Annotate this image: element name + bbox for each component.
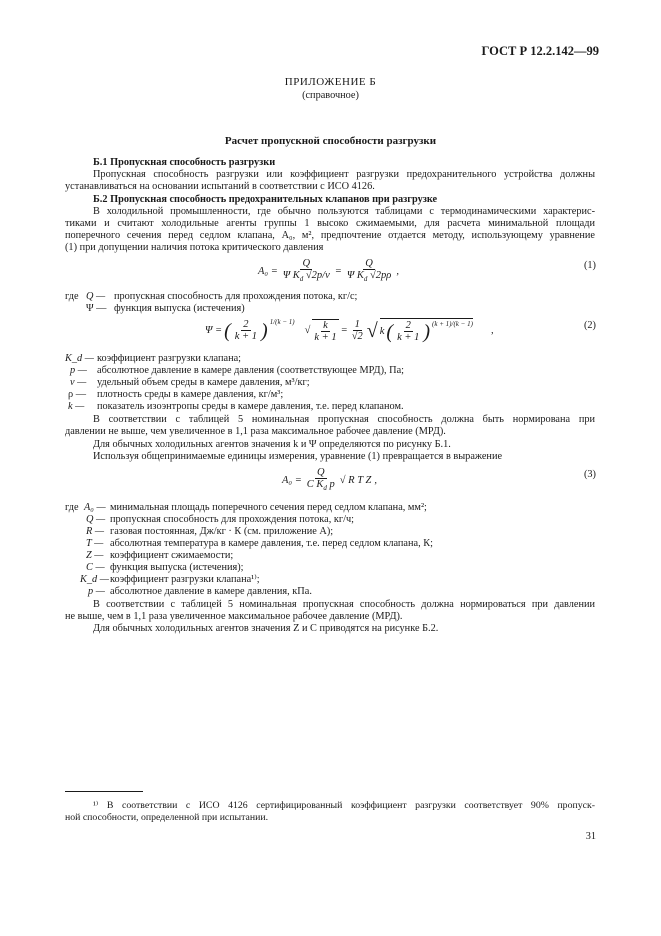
- eq2-f3-num: 1: [354, 319, 360, 330]
- eq1-num-a: Q: [302, 258, 311, 269]
- eq1-fraction-b: [345, 258, 393, 285]
- defs1-sym-q: Q —: [86, 291, 106, 302]
- defs2-text-v: удельный объем среды в камере давления, м³/кг;: [97, 377, 310, 388]
- defs3-sym-t: T —: [86, 538, 104, 549]
- para-table2-line1: В соответствии с таблицей 5 номинальная пропускная способность должна нормироваться при давлении: [93, 599, 595, 610]
- eq1-tail: ,: [396, 266, 399, 278]
- standard-number: ГОСТ Р 12.2.142—99: [481, 44, 599, 58]
- defs3-sym-p: p —: [88, 586, 105, 597]
- appendix-title: ПРИЛОЖЕНИЕ Б: [284, 76, 377, 88]
- b2-line1: В холодильной промышленности, где обычно пользуются таблицами с термодинамическими характерис-: [93, 206, 595, 217]
- eq2-k: k: [379, 326, 385, 337]
- b1-line2: устанавливаться на основании испытаний в соответствии с ИСО 4126.: [65, 181, 375, 192]
- defs3-text-t: абсолютная температура в камере давления, т.е. перед седлом клапана, К;: [110, 538, 433, 549]
- para-table-line2: давлении не выше, чем увеличенное в 1,1 раза максимальное рабочее давление (МРД).: [65, 426, 446, 437]
- eq2-exp1: 1/(k − 1): [269, 318, 295, 326]
- eq1-equals: =: [334, 266, 342, 278]
- eq3-root: √ R T Z: [339, 475, 372, 487]
- b1-line1: Пропускная способность разгрузки или коэффициент разгрузки предохранительного устройства должны: [93, 169, 595, 180]
- eq1-fraction-a: [281, 258, 332, 285]
- eq2-fraction-1: [233, 319, 259, 342]
- eq3-num: Q: [316, 467, 325, 478]
- defs2-sym-rho: ρ —: [68, 389, 87, 400]
- defs2-sym-p: p —: [70, 365, 87, 376]
- eq2-fraction-3: [350, 319, 365, 342]
- defs2-text-kd: коэффициент разгрузки клапана;: [97, 353, 242, 364]
- eq3-den-sub: d: [323, 484, 327, 493]
- defs2-text-rho: плотность среды в камере давления, кг/м³;: [97, 389, 284, 400]
- defs3-text-kd: коэффициент разгрузки клапана¹⁾;: [110, 574, 260, 585]
- defs3-where: где: [65, 502, 79, 513]
- b2-line2: тиками и считают холодильные агенты группы 1 высоко сжимаемыми, для расчета минимальной площади: [65, 218, 595, 229]
- defs2-text-p: абсолютное давление в камере давления (соответствующее МРД), Па;: [97, 365, 405, 376]
- defs3-sym-c: C —: [86, 562, 105, 573]
- defs2-sym-kd: K_d —: [65, 353, 94, 364]
- defs2-sym-v: v —: [70, 377, 87, 388]
- equation-3: [282, 467, 377, 494]
- eq2-f4-den: k + 1: [397, 332, 420, 343]
- eq1-lhs: A₀ =: [258, 266, 278, 278]
- footnote-line2: ной способности, определенной при испытании.: [65, 812, 269, 823]
- eq2-f1-num: 2: [243, 319, 249, 330]
- equation-1: [258, 258, 399, 285]
- defs3-text-c: функция выпуска (истечения);: [110, 562, 244, 573]
- defs3-text-a0: минимальная площадь поперечного сечения перед седлом клапана, мм²;: [110, 502, 427, 513]
- defs2-text-k: показатель изоэнтропы среды в камере давления, т.е. перед клапаном.: [97, 401, 404, 412]
- eq3-lhs: A₀ =: [282, 475, 302, 487]
- eq2-f4-num: 2: [405, 320, 411, 331]
- defs1-sym-psi: Ψ —: [86, 303, 107, 314]
- para-table-line1: В соответствии с таблицей 5 номинальная пропускная способность должна быть нормирована при: [93, 414, 595, 425]
- equation-2: Ψ = ( $\frac{2}{k + 1}$ ) $^{1/(k - 1)}$ √ $\frac{k}{k + 1}$ = $\frac{1}{√2}$ √ k ( $\frac{2}{k + 1}$ ) $^{(k + 1)/(k - 1)}$ ,: [205, 318, 494, 343]
- eq2-f3-den: √2: [351, 331, 363, 342]
- eq3-den-p: p: [329, 479, 335, 490]
- defs1-where: где: [65, 291, 79, 302]
- eq1-den-b: Ψ K: [346, 270, 364, 281]
- eq1-den-a: Ψ K: [282, 270, 300, 281]
- eq1-number: (1): [583, 260, 596, 271]
- footnote-rule: [65, 791, 143, 792]
- eq2-fraction-2: [312, 319, 338, 343]
- b2-line4: (1) при допущении наличия потока критического давления: [65, 242, 324, 253]
- eq2-f2-num: k: [323, 319, 328, 331]
- eq2-fraction-4: [395, 320, 421, 343]
- eq2-exp2: (k + 1)/(k − 1): [432, 320, 473, 328]
- defs3-text-r: газовая постоянная, Дж/кг · К (см. приложение А);: [110, 526, 334, 537]
- eq1-num-b: Q: [365, 258, 373, 269]
- para-units: Используя общепринимаемые единицы измерения, уравнение (1) превращается в выражение: [93, 451, 503, 462]
- defs3-sym-r: R —: [86, 526, 105, 537]
- page-number: 31: [585, 831, 596, 842]
- eq2-root-body: k ( $\frac{2}{k + 1}$ ) $^{(k + 1)/(k - 1)}$: [379, 320, 473, 343]
- b1-heading: Б.1 Пропускная способность разгрузки: [93, 157, 276, 168]
- eq2-tail: ,: [490, 325, 494, 336]
- eq3-fraction: [305, 467, 337, 494]
- section-title: Расчет пропускной способности разгрузки: [224, 135, 437, 147]
- eq3-den: C K: [306, 479, 324, 490]
- para-agents2: Для обычных холодильных агентов значения Z и C приводятся на рисунке Б.2.: [93, 623, 439, 634]
- defs3-text-z: коэффициент сжимаемости;: [110, 550, 234, 561]
- defs3-sym-q: Q —: [86, 514, 106, 525]
- eq2-f1-den: k + 1: [234, 331, 258, 342]
- eq2-equals: =: [340, 325, 348, 336]
- defs3-sym-z: Z —: [86, 550, 104, 561]
- eq1-den-b-sub: d: [363, 275, 368, 284]
- footnote-line1: ¹⁾ В соответствии с ИСО 4126 сертифицированный коэффициент разгрузки соответствует 90% пропуск-: [93, 800, 595, 811]
- eq2-number: (2): [583, 320, 596, 331]
- para-agents1: Для обычных холодильных агентов значения k и Ψ определяются по рисунку Б.1.: [93, 439, 451, 450]
- defs3-text-p: абсолютное давление в камере давления, кПа.: [110, 586, 312, 597]
- b2-line3: поперечного сечения перед седлом клапана, A₀, м², предпочтение отдается методу, использующему уравнение: [65, 230, 595, 241]
- eq1-den-b-root: √2pρ: [370, 270, 392, 281]
- b2-heading: Б.2 Пропускная способность предохранительных клапанов при разгрузке: [93, 194, 438, 205]
- eq1-den-a-root: √2p/v: [305, 270, 330, 281]
- defs1-text-psi: функция выпуска (истечения): [114, 303, 245, 314]
- para-table2-line2: не выше, чем в 1,1 раза увеличенное максимальное рабочее давление (МРД).: [65, 611, 403, 622]
- defs1-text-q: пропускная способность для прохождения потока, кг/с;: [114, 291, 358, 302]
- appendix-subtitle: (справочное): [302, 90, 359, 101]
- eq1-den-a-sub: d: [299, 275, 304, 284]
- eq2-f2-den: k + 1: [314, 331, 337, 343]
- eq2-lhs: Ψ =: [205, 325, 223, 336]
- defs3-text-q: пропускная способность для прохождения потока, кг/ч;: [110, 514, 354, 525]
- defs3-sym-a0: A₀ —: [84, 502, 106, 513]
- defs2-sym-k: k —: [68, 401, 85, 412]
- eq3-tail: ,: [374, 475, 377, 487]
- defs3-sym-kd: K_d —: [80, 574, 109, 585]
- eq3-number: (3): [583, 469, 596, 480]
